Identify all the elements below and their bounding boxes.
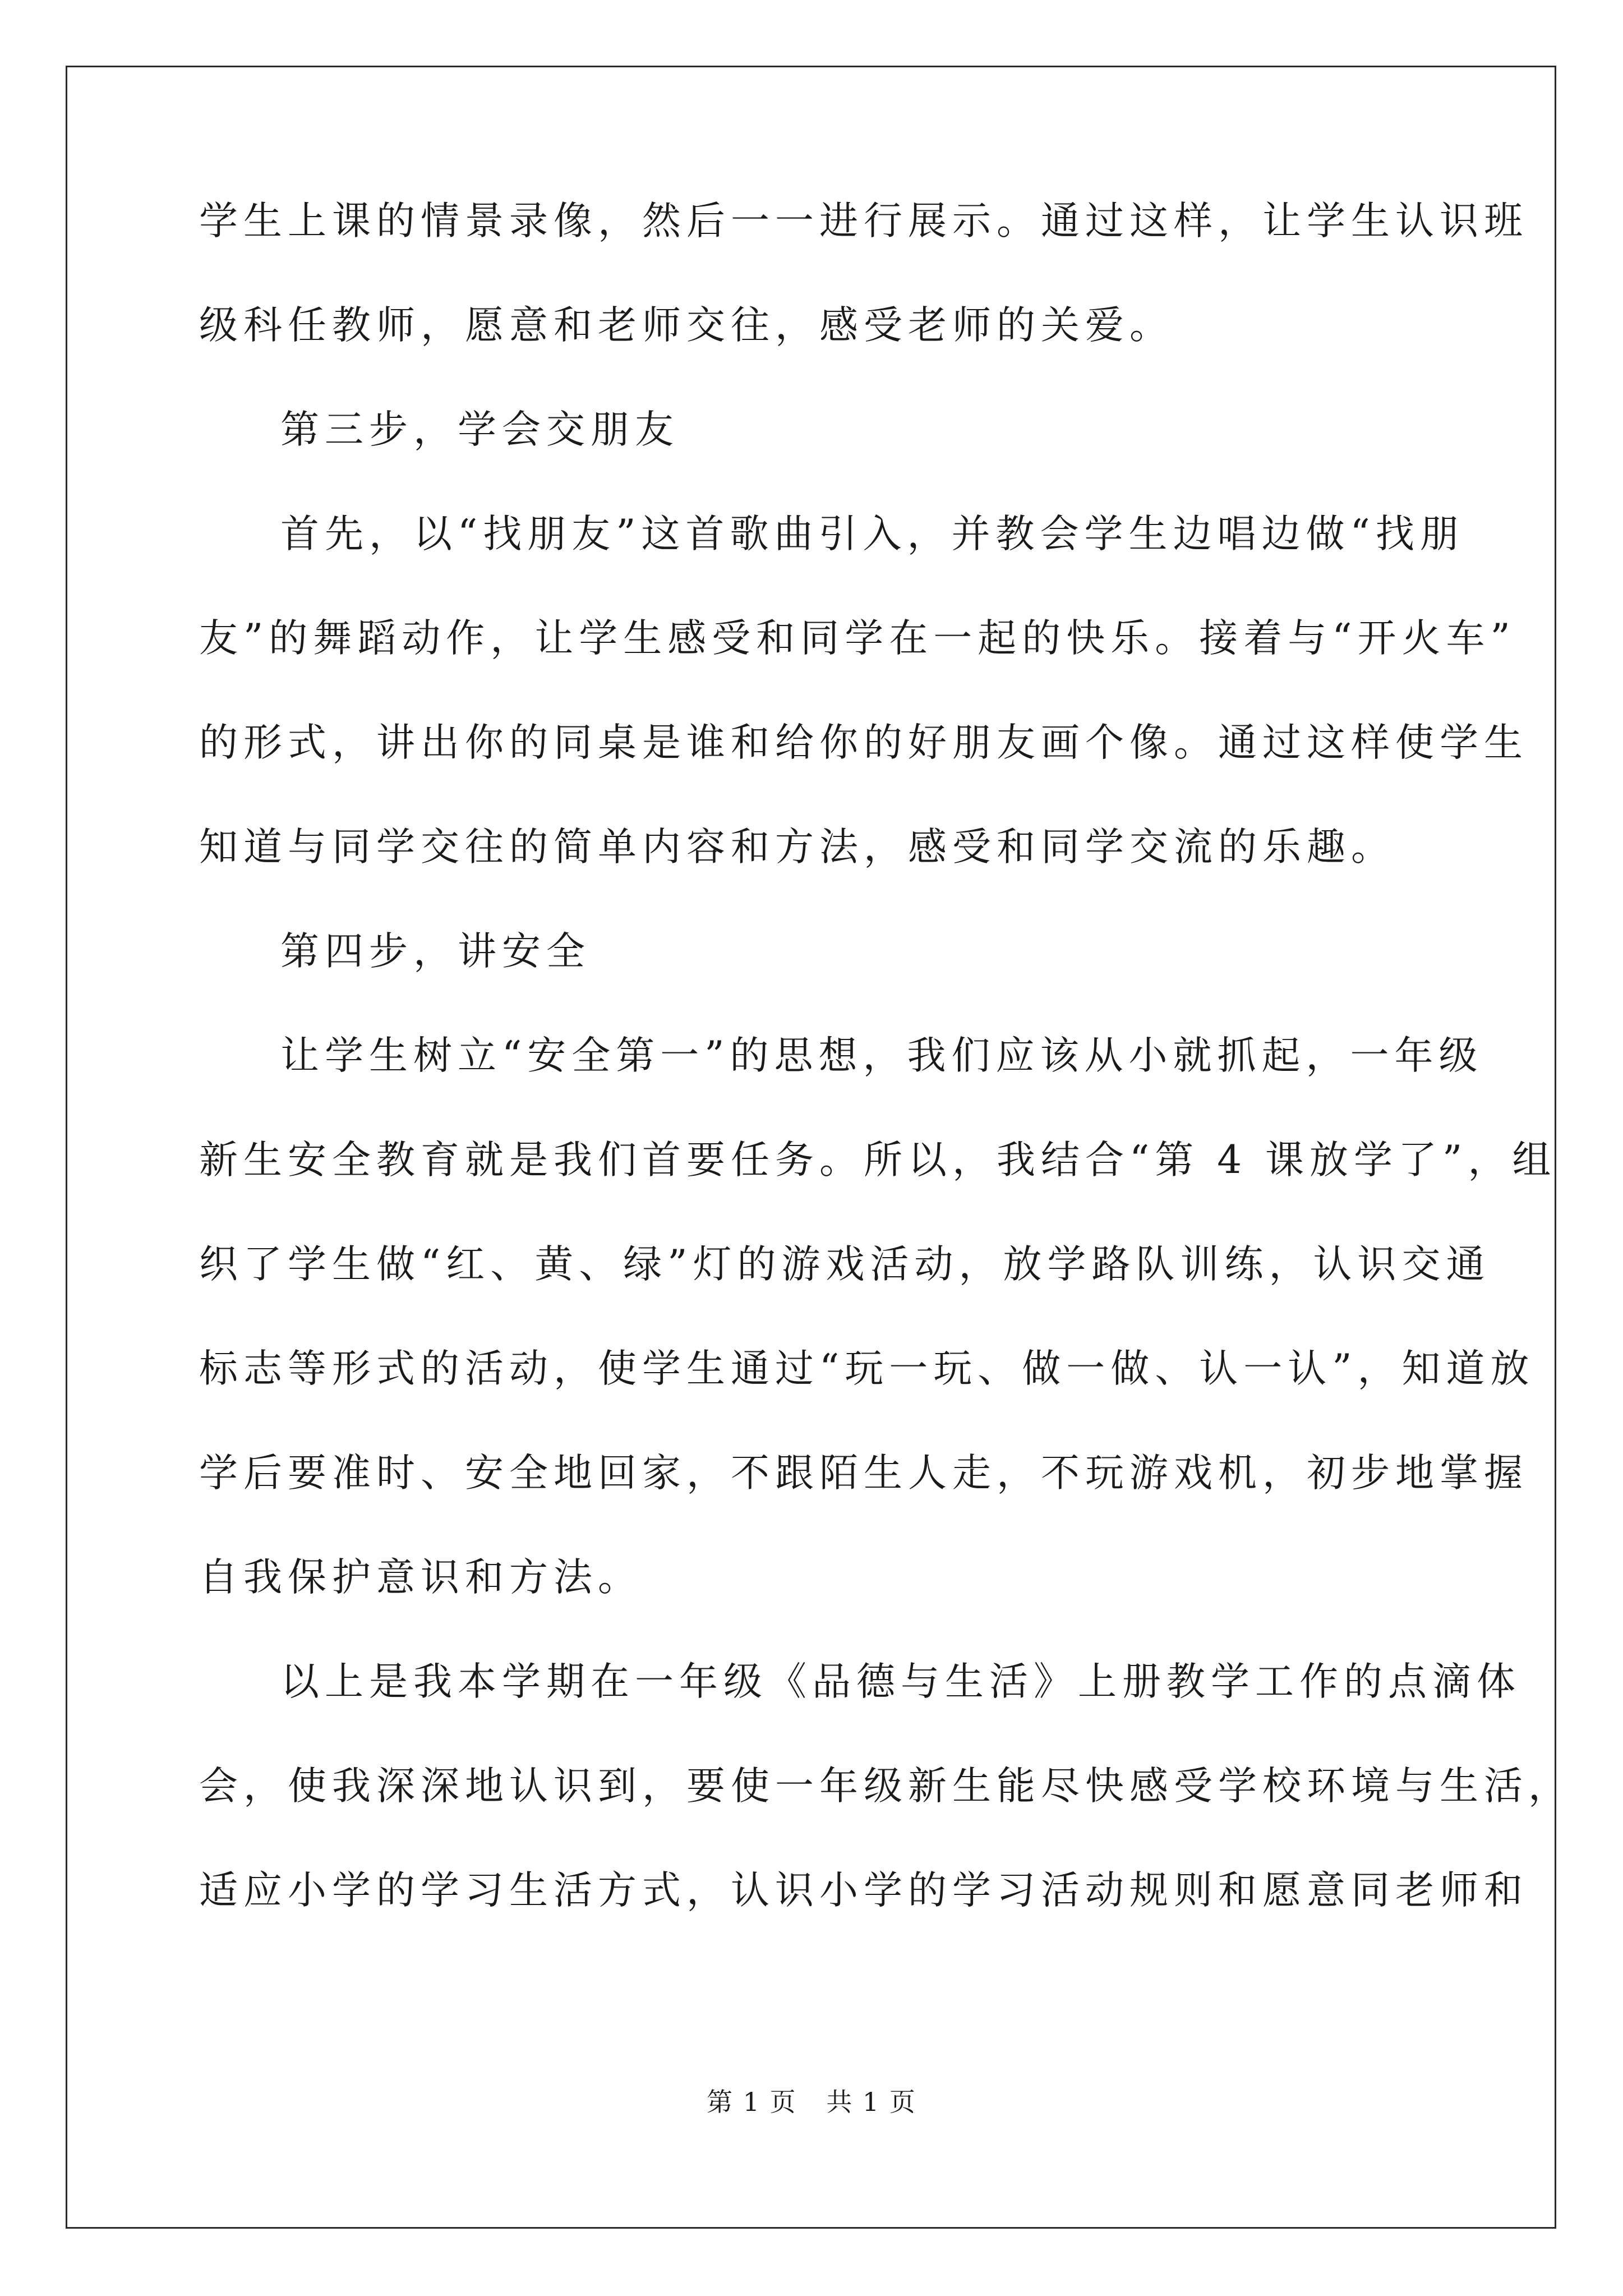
text-line: 知道与同学交往的简单内容和方法，感受和同学交流的乐趣。: [199, 825, 1395, 869]
section-heading: 第三步，学会交朋友: [280, 407, 679, 452]
text-line: 自我保护意识和方法。: [199, 1555, 642, 1600]
text-line: 友”的舞蹈动作，让学生感受和同学在一起的快乐。接着与“开火车”: [199, 616, 1516, 661]
section-heading: 第四步，讲安全: [280, 929, 591, 974]
text-line: 新生安全教育就是我们首要任务。所以，我结合“第 4 课放学了”，组: [199, 1138, 1557, 1182]
page-total: 共 1 页: [826, 2087, 916, 2117]
text-line: 会，使我深深地认识到，要使一年级新生能尽快感受学校环境与生活，: [199, 1764, 1573, 1809]
text-line: 织了学生做“红、黄、绿”灯的游戏活动，放学路队训练，认识交通: [199, 1242, 1491, 1287]
text-line: 学生上课的情景录像，然后一一进行展示。通过这样，让学生认识班: [199, 199, 1528, 243]
text-line: 首先，以“找朋友”这首歌曲引入，并教会学生边唱边做“找朋: [280, 512, 1464, 556]
text-line: 标志等形式的活动，使学生通过“玩一玩、做一做、认一认”，知道放: [199, 1346, 1535, 1391]
text-line: 让学生树立“安全第一”的思想，我们应该从小就抓起，一年级: [280, 1033, 1483, 1078]
text-line: 以上是我本学期在一年级《品德与生活》上册教学工作的点滴体: [280, 1659, 1521, 1704]
page-number: 第 1 页: [707, 2087, 797, 2117]
text-line: 适应小学的学习生活方式，认识小学的学习活动规则和愿意同老师和: [199, 1868, 1528, 1913]
text-line: 级科任教师，愿意和老师交往，感受老师的关爱。: [199, 303, 1174, 348]
text-line: 的形式，讲出你的同桌是谁和给你的好朋友画个像。通过这样使学生: [199, 720, 1528, 765]
document-body: [199, 199, 1573, 1976]
page-footer: [0, 2089, 1623, 2115]
text-line: 学后要准时、安全地回家，不跟陌生人走，不玩游戏机，初步地掌握: [199, 1451, 1528, 1496]
